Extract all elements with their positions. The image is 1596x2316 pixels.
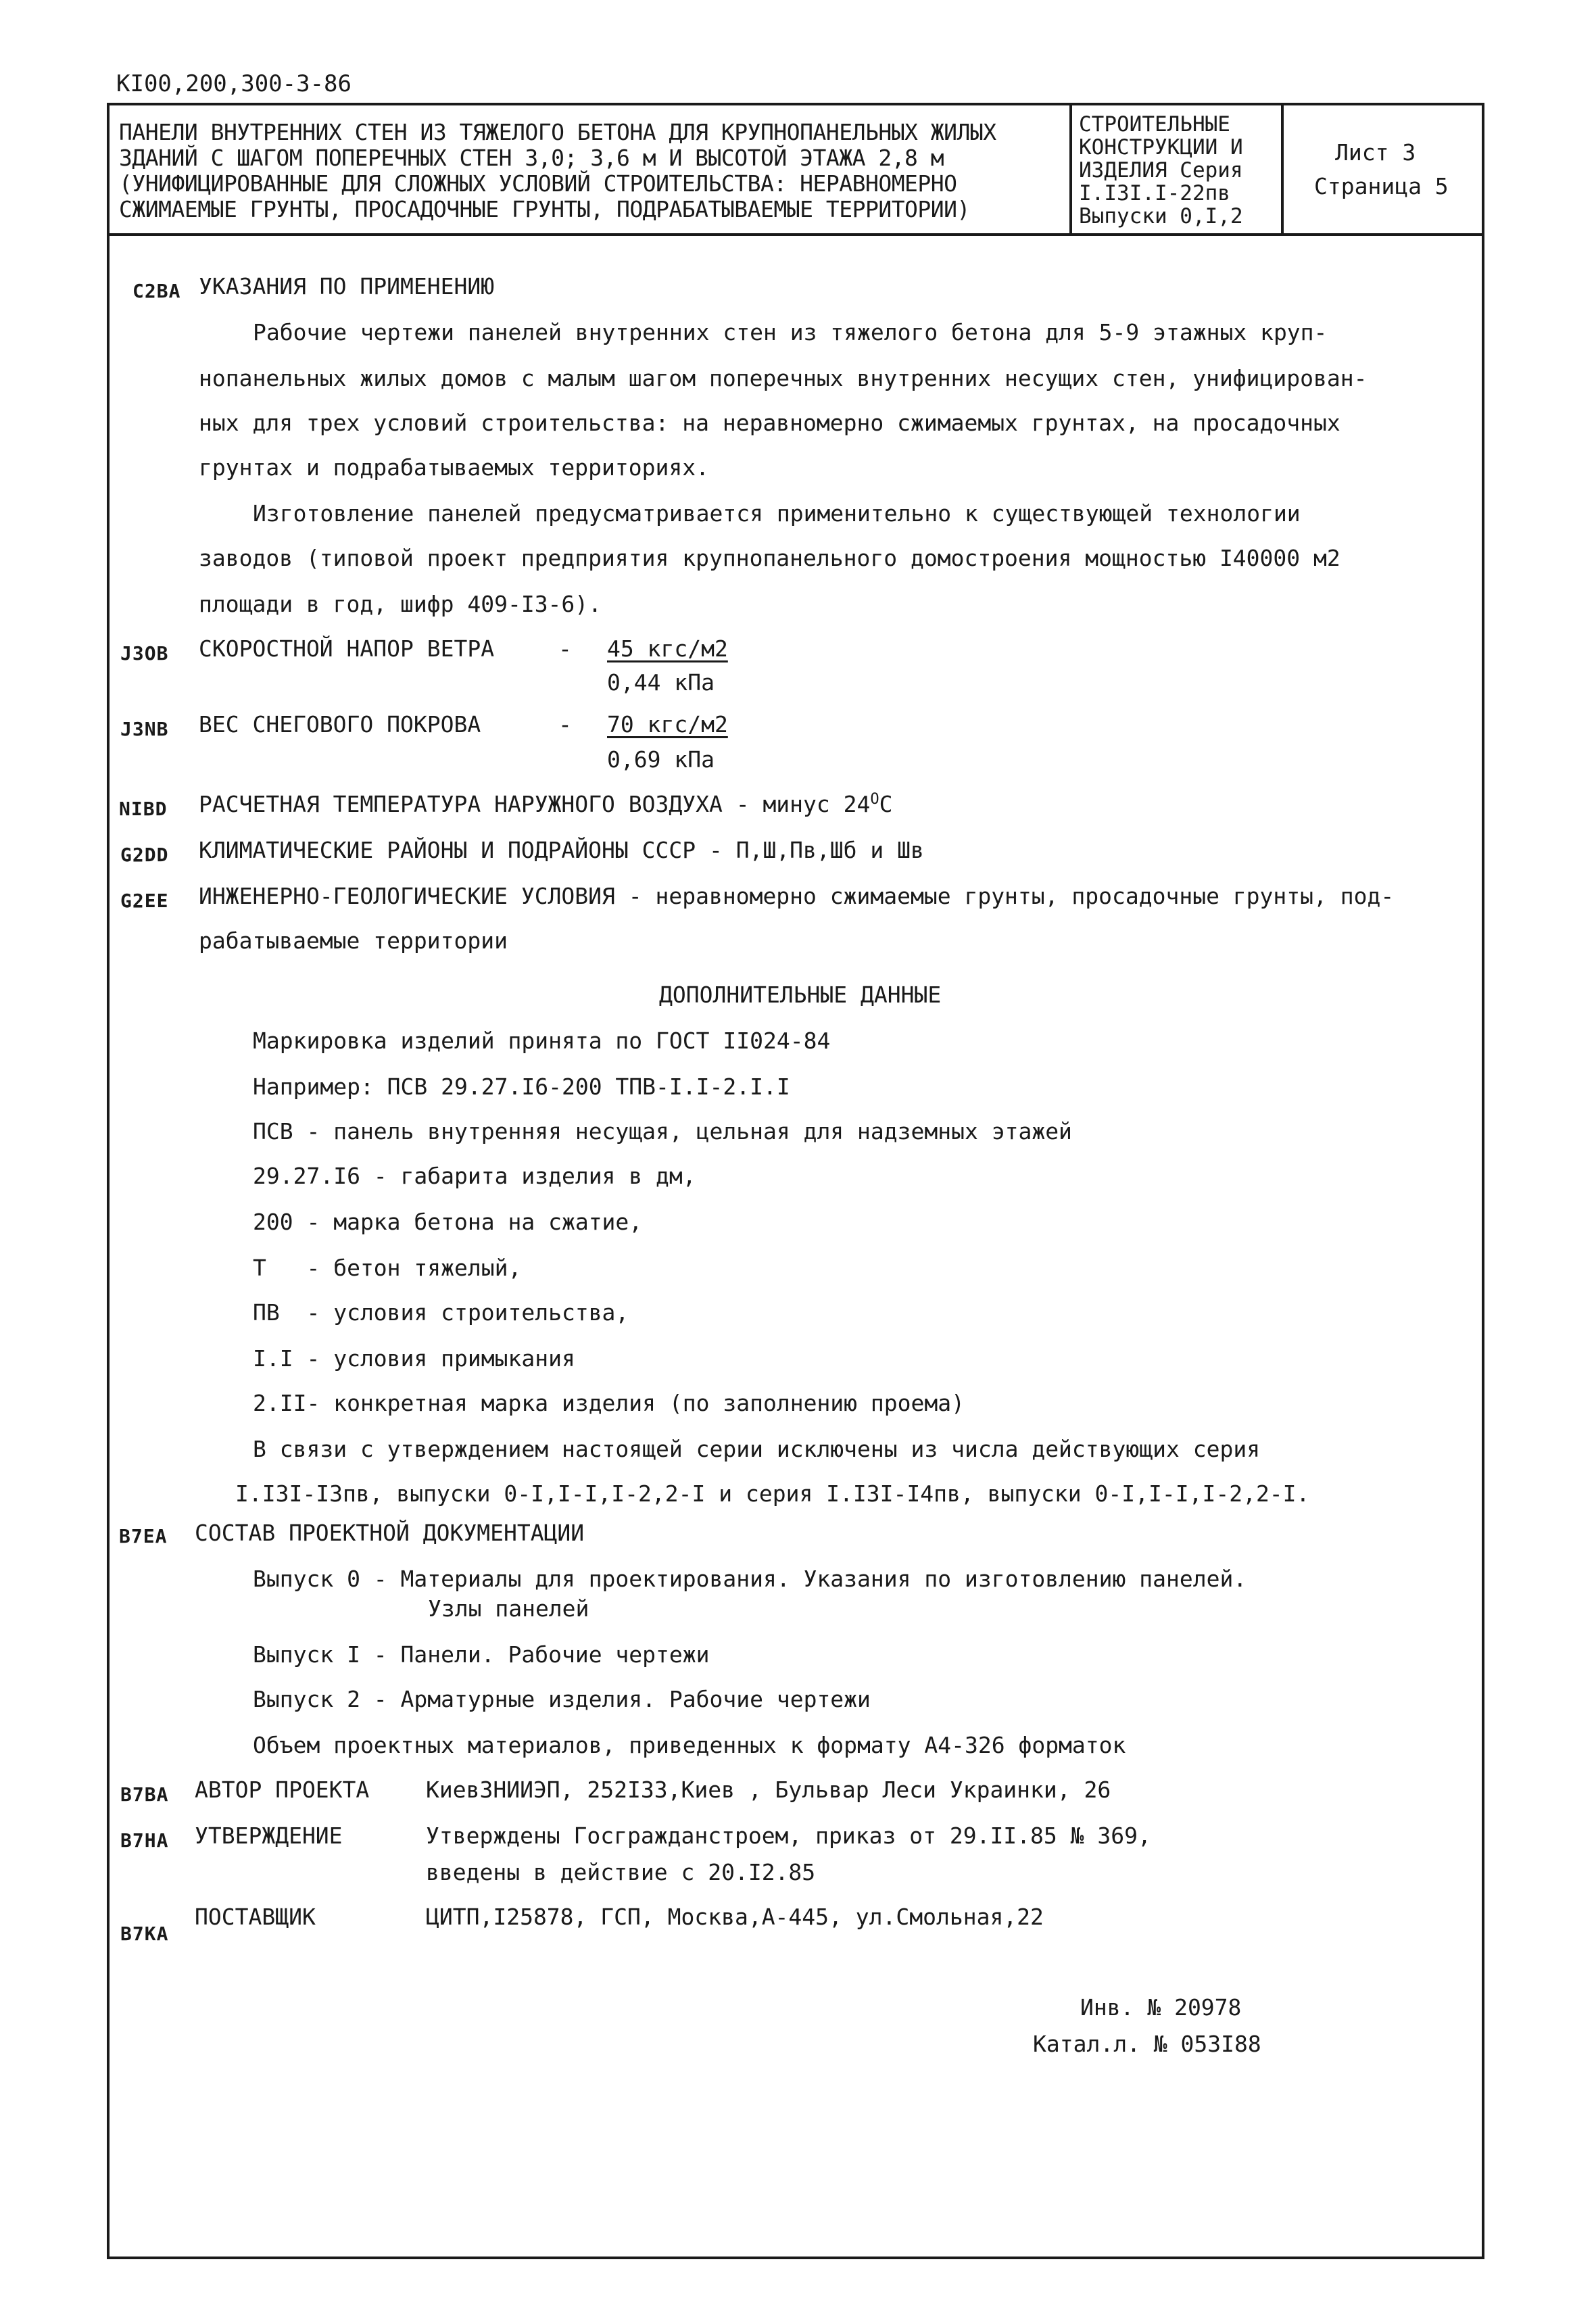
usage-paragraph-line: заводов (типовой проект предприятия крупнопанельного домостроения мощностью I40000 м2 <box>199 545 1340 571</box>
inventory-number: Инв. № 20978 <box>1080 1994 1242 2021</box>
section-code: J3OB <box>120 642 169 665</box>
approval-label: УТВЕРЖДЕНИЕ <box>195 1823 343 1849</box>
snow-value-kgs: 70 кгс/м2 <box>607 711 728 738</box>
usage-paragraph-line: ных для трех условий строительства: на неравномерно сжимаемых грунтах, на просадочных <box>199 410 1340 436</box>
section-code: J3NB <box>120 718 169 740</box>
climate-text: КЛИМАТИЧЕСКИЕ РАЙОНЫ И ПОДРАЙОНЫ СССР - П,Ш,Пв,Шб и Шв <box>199 837 924 863</box>
header-title-line: (УНИФИЦИРОВАННЫЕ ДЛЯ СЛОЖНЫХ УСЛОВИЙ СТРОИТЕЛЬСТВА: НЕРАВНОМЕРНО <box>119 170 957 197</box>
supplier-label: ПОСТАВЩИК <box>195 1904 316 1930</box>
usage-paragraph-line: площади в год, шифр 409-I3-6). <box>199 591 602 617</box>
wind-value-kgs: 45 кгс/м2 <box>607 635 728 662</box>
wind-label: СКОРОСТНОЙ НАПОР ВЕТРА <box>199 635 495 662</box>
wind-dash: - <box>558 635 572 662</box>
additional-line: I.I - условия примыкания <box>253 1345 575 1372</box>
snow-value-kpa: 0,69 кПа <box>607 746 715 773</box>
composition-volume: Объем проектных материалов, приведенных к формату А4-326 форматок <box>253 1732 1126 1758</box>
snow-dash: - <box>558 711 572 738</box>
usage-paragraph-line: нопанельных жилых домов с малым шагом поперечных внутренних несущих стен, унифицирован- <box>199 365 1368 391</box>
section-code: G2DD <box>120 844 169 866</box>
header-title-line: ПАНЕЛИ ВНУТРЕННИХ СТЕН ИЗ ТЯЖЕЛОГО БЕТОНА ДЛЯ КРУПНОПАНЕЛЬНЫХ ЖИЛЫХ <box>119 119 996 145</box>
section-code: B7KA <box>120 1923 169 1945</box>
additional-line: 29.27.I6 - габарита изделия в дм, <box>253 1163 696 1189</box>
series-line: Выпуски 0,I,2 <box>1079 204 1243 228</box>
author-value: КиевЗНИИЭП, 252I33,Киев , Бульвар Леси Украинки, 26 <box>426 1777 1111 1803</box>
snow-label: ВЕС СНЕГОВОГО ПОКРОВА <box>199 711 481 738</box>
usage-paragraph-line: Рабочие чертежи панелей внутренних стен из тяжелого бетона для 5-9 этажных круп- <box>253 319 1328 345</box>
composition-heading: СОСТАВ ПРОЕКТНОЙ ДОКУМЕНТАЦИИ <box>195 1520 585 1546</box>
additional-line: 2.II- конкретная марка изделия (по заполнению проема) <box>253 1390 965 1416</box>
additional-line: ПСВ - панель внутренняя несущая, цельная для надземных этажей <box>253 1118 1072 1144</box>
section-code: B7HA <box>120 1829 169 1852</box>
title-block-vline-2 <box>1281 103 1284 235</box>
composition-issue-0: Выпуск 0 - Материалы для проектирования. Указания по изготовлению панелей. <box>253 1566 1247 1592</box>
sheet-number: Лист 3 <box>1335 139 1416 166</box>
page-number: Страница 5 <box>1314 173 1449 199</box>
geology-line: рабатываемые территории <box>199 927 508 954</box>
title-block-vline-1 <box>1069 103 1072 235</box>
approval-value: Утверждены Госгражданстроем, приказ от 29.II.85 № 369, <box>426 1823 1151 1849</box>
temperature-text-main: РАСЧЕТНАЯ ТЕМПЕРАТУРА НАРУЖНОГО ВОЗДУХА - минус 24 <box>199 791 871 817</box>
degree-sign: O <box>870 791 879 808</box>
section-code: B7BA <box>120 1783 169 1806</box>
section-code: B7EA <box>119 1525 168 1547</box>
series-line: СТРОИТЕЛЬНЫЕ <box>1079 112 1230 137</box>
series-line: I.I3I.I-22пв <box>1079 181 1230 206</box>
usage-heading: УКАЗАНИЯ ПО ПРИМЕНЕНИЮ <box>199 273 495 299</box>
series-line: КОНСТРУКЦИИ И <box>1079 135 1243 160</box>
composition-issue-2: Выпуск 2 - Арматурные изделия. Рабочие чертежи <box>253 1686 871 1712</box>
author-label: АВТОР ПРОЕКТА <box>195 1777 370 1803</box>
document-code: KI00,200,300-3-86 <box>116 70 352 97</box>
additional-line: I.I3I-I3пв, выпуски 0-I,I-I,I-2,2-I и серия I.I3I-I4пв, выпуски 0-I,I-I,I-2,2-I. <box>235 1480 1310 1507</box>
section-code: G2EE <box>120 890 169 912</box>
title-block-divider <box>107 233 1484 236</box>
additional-line: Маркировка изделий принята по ГОСТ II024-84 <box>253 1028 831 1054</box>
section-code: NIBD <box>119 798 168 820</box>
usage-paragraph-line: Изготовление панелей предусматривается применительно к существующей технологии <box>253 500 1301 527</box>
header-title-line: ЗДАНИЙ С ШАГОМ ПОПЕРЕЧНЫХ СТЕН 3,0; 3,6 м И ВЫСОТОЙ ЭТАЖА 2,8 м <box>119 145 944 171</box>
approval-value: введены в действие с 20.I2.85 <box>426 1859 816 1885</box>
additional-line: 200 - марка бетона на сжатие, <box>253 1209 643 1235</box>
section-code: C2BA <box>132 280 181 302</box>
usage-paragraph-line: грунтах и подрабатываемых территориях. <box>199 454 709 481</box>
supplier-value: ЦИТП,I25878, ГСП, Москва,А-445, ул.Смольная,22 <box>426 1904 1044 1930</box>
geology-line: ИНЖЕНЕРНО-ГЕОЛОГИЧЕСКИЕ УСЛОВИЯ - неравномерно сжимаемые грунты, просадочные грунты, под- <box>199 883 1395 909</box>
temperature-unit: C <box>879 791 893 817</box>
composition-issue-1: Выпуск I - Панели. Рабочие чертежи <box>253 1641 710 1668</box>
additional-line: Например: ПСВ 29.27.I6-200 ТПВ-I.I-2.I.I <box>253 1073 790 1100</box>
temperature-text <box>199 791 893 817</box>
wind-value-kpa: 0,44 кПа <box>607 669 715 696</box>
header-title-line: СЖИМАЕМЫЕ ГРУНТЫ, ПРОСАДОЧНЫЕ ГРУНТЫ, ПОДРАБАТЫВАЕМЫЕ ТЕРРИТОРИИ) <box>119 196 970 222</box>
series-line: ИЗДЕЛИЯ Серия <box>1079 158 1243 183</box>
additional-line: В связи с утверждением настоящей серии исключены из числа действующих серия <box>253 1436 1261 1462</box>
composition-issue-0-cont: Узлы панелей <box>428 1595 589 1622</box>
additional-line: Т - бетон тяжелый, <box>253 1255 522 1281</box>
catalog-number: Катал.л. № 053I88 <box>1033 2031 1261 2057</box>
additional-line: ПВ - условия строительства, <box>253 1299 629 1326</box>
additional-heading: ДОПОЛНИТЕЛЬНЫЕ ДАННЫЕ <box>659 982 942 1008</box>
